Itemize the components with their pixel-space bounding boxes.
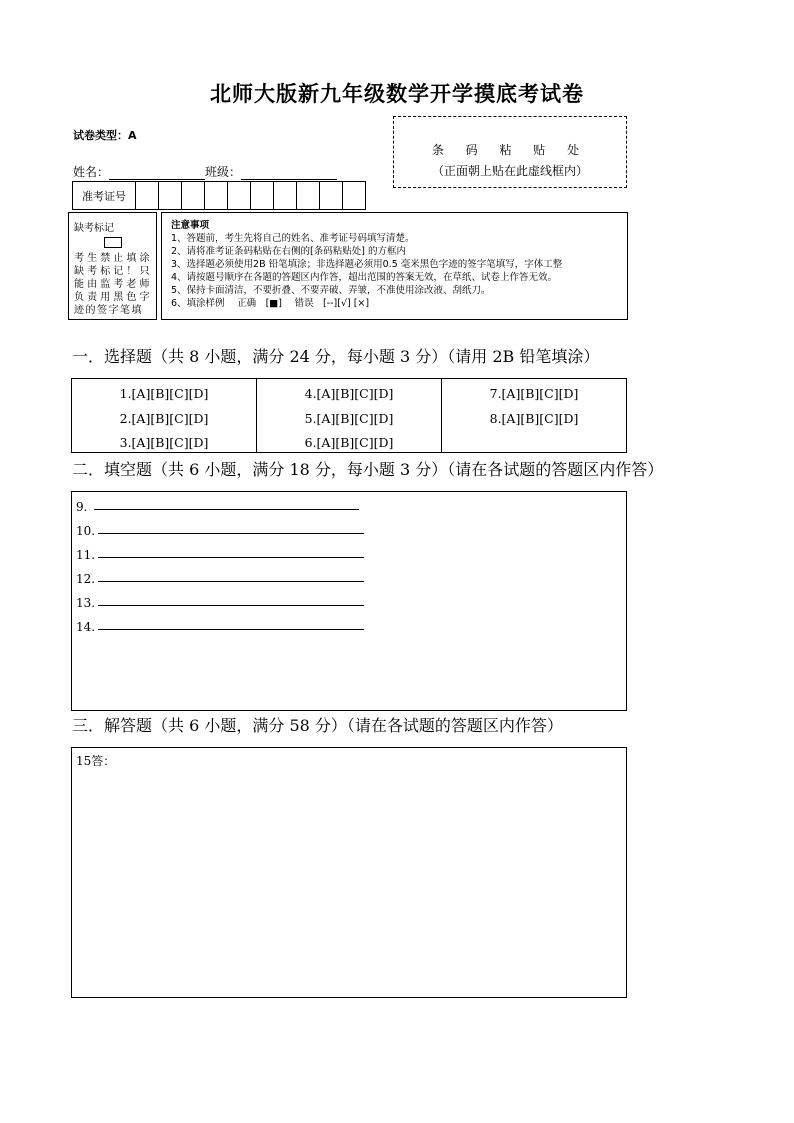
fill-number: 11. [76,548,96,562]
mcq-item[interactable]: 3.[A][B][C][D] [119,435,209,450]
exam-id-cell[interactable] [297,182,320,209]
mcq-item[interactable]: 5.[A][B][C][D] [304,410,394,426]
fill-answer-line[interactable] [98,604,364,606]
notice-panel [161,212,628,320]
name-class-line [73,163,337,180]
section-2-title: 二．填空题（共 6 小题，满分 18 分，每小题 3 分）（请在各试题的答题区内作答） [72,460,664,479]
mcq-item[interactable]: 1.[A][B][C][D] [119,386,209,401]
exam-id-cell[interactable] [182,182,205,209]
absent-title: 缺考标记 [74,223,114,234]
section-3-title: 三．解答题（共 6 小题，满分 58 分）（请在各试题的答题区内作答） [72,716,563,735]
fill-answer-line[interactable] [98,580,364,582]
mcq-item[interactable]: 2.[A][B][C][D] [119,410,209,426]
fill-answer-line[interactable] [98,556,364,558]
mcq-item[interactable]: 7.[A][B][C][D] [489,386,579,401]
absent-checkbox[interactable] [104,237,122,248]
absent-desc: 考生禁止填涂缺考标记！只能由监考老师负责用黑色字迹的签字笔填 [74,253,151,316]
paper-type: 试卷类型：A [73,129,137,142]
page-title: 北师大版新九年级数学开学摸底考试卷 [210,82,584,106]
name-label: 姓名： [73,165,110,179]
exam-id-cell[interactable] [251,182,274,209]
fill-row [76,586,622,610]
exam-id-cell[interactable] [228,182,251,209]
fill-number: 13. [76,596,96,610]
barcode-hint: （正面朝上贴在此虚线框内） [431,164,588,178]
mcq-item[interactable]: 6.[A][B][C][D] [304,435,394,450]
mcq-grid [71,378,627,453]
exam-id-cell[interactable] [159,182,182,209]
class-field[interactable] [241,167,337,180]
answer-label: 15答： [76,754,116,768]
fill-row [76,610,622,634]
fill-in-area [71,491,627,711]
answer-area-15[interactable] [71,747,627,998]
fill-answer-line[interactable] [94,508,359,510]
exam-id-cell[interactable] [136,182,159,209]
notice-item: 5、保持卡面清洁，不要折叠、不要弄破、弄皱，不准使用涂改液、刮纸刀。 [171,285,491,296]
barcode-area [393,116,627,188]
notice-item: 3、选择题必须使用2B 铅笔填涂；非选择题必须用0.5 毫米黑色字迹的签字笔填写，字体工整 [171,259,563,270]
fill-answer-line[interactable] [98,628,364,630]
exam-id-label: 准考证号 [73,182,136,209]
fill-number: 14. [76,620,96,634]
fill-number: 9. [76,500,88,514]
notice-item: 1、答题前，考生先将自己的姓名、准考证号码填写清楚。 [171,233,415,244]
notice-item: 4、请按题号顺序在各题的答题区内作答，超出范围的答案无效，在草纸、试卷上作答无效。 [171,272,558,283]
exam-id-cell[interactable] [343,182,365,209]
fill-row [76,494,622,514]
fill-row [76,538,622,562]
fill-row [76,562,622,586]
name-field[interactable] [109,167,205,180]
fill-number: 12. [76,572,96,586]
exam-id-grid [72,181,366,210]
mcq-item[interactable]: 8.[A][B][C][D] [489,410,579,426]
exam-id-cell[interactable] [320,182,343,209]
barcode-title: 条 码 粘 贴 处 [431,143,589,157]
section-1-title: 一．选择题（共 8 小题，满分 24 分，每小题 3 分）（请用 2B 铅笔填涂） [72,347,600,366]
exam-id-cell[interactable] [205,182,228,209]
mcq-column [257,379,442,452]
notice-item: 2、请将准考证条码粘贴在右侧的[条码粘贴处] 的方框内 [171,246,406,257]
notice-item: 6、填涂样例 正确 [■] 错误 [--][√] [×] [171,298,370,309]
mcq-column [72,379,257,452]
absent-mark-panel [68,212,157,320]
notice-title: 注意事项 [171,220,210,231]
class-label: 班级： [205,165,242,179]
mcq-column [442,379,626,452]
mcq-item[interactable]: 4.[A][B][C][D] [304,386,394,401]
exam-id-cell[interactable] [274,182,297,209]
fill-answer-line[interactable] [98,532,364,534]
fill-number: 10. [76,524,96,538]
fill-row [76,514,622,538]
